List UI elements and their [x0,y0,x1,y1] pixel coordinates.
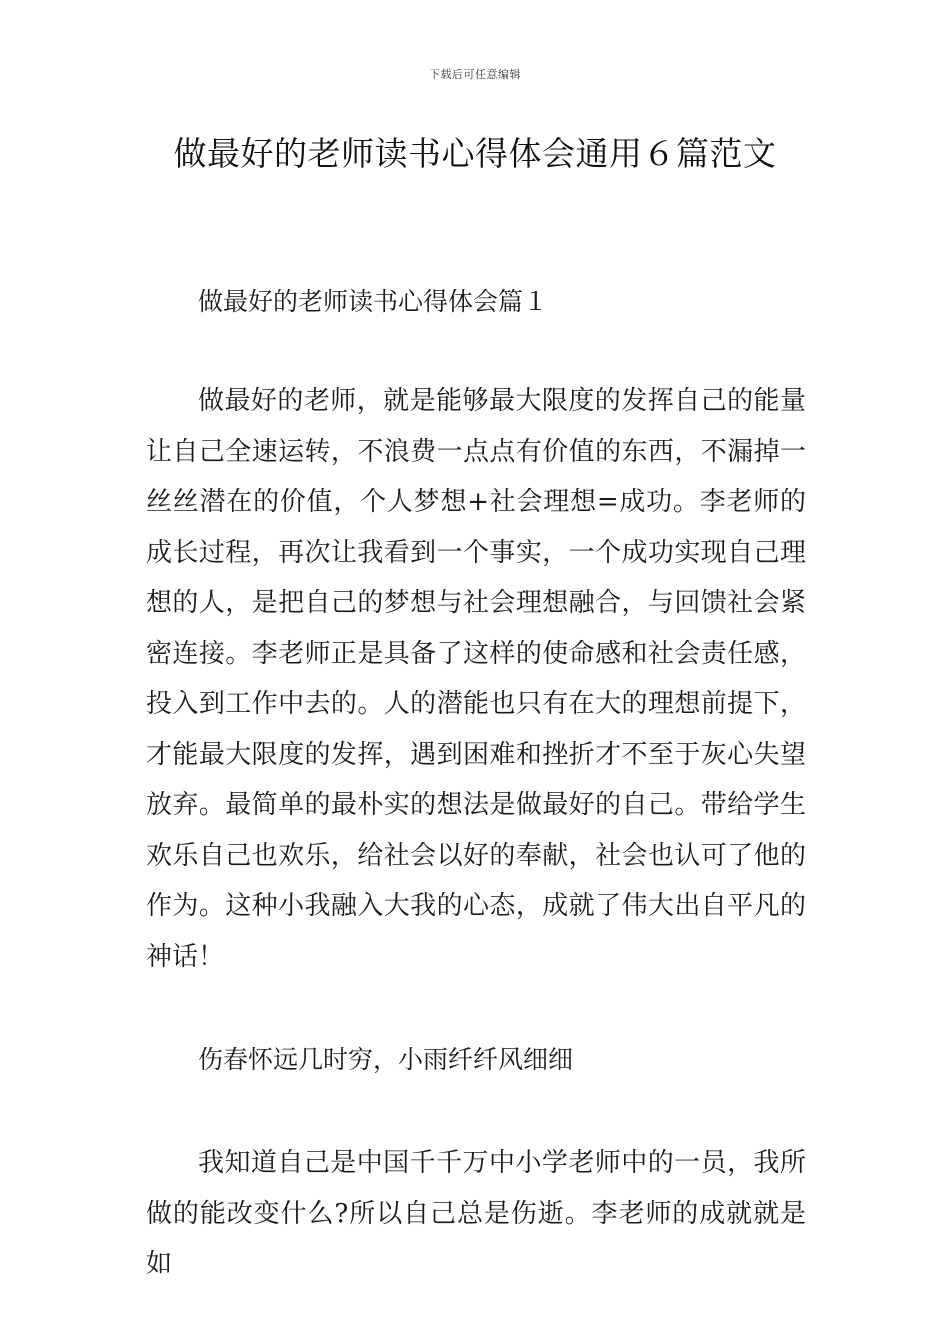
document-body [146,280,806,1290]
spacer [146,1082,806,1138]
spacer [146,324,806,376]
spacer [146,982,806,1038]
document-title: 做最好的老师读书心得体会通用６篇范文 [173,134,777,173]
header-note: 下载后可任意编辑 [429,68,521,81]
section-heading-2: 伤春怀远几时穷，小雨纤纤风细细 [198,1045,574,1074]
section-paragraph-1: 做最好的老师，就是能够最大限度的发挥自己的能量让自己全速运转，不浪费一点点有价值的东西，不漏掉一丝丝潜在的价值，个人梦想+社会理想=成功。李老师的成长过程，再次让我看到一个事实，一个成功实现自己理想的人，是把自己的梦想与社会理想融合，与回馈社会紧密连接。李老师正是具备了这样的使命感和社会责任感，投入到工作中去的。人的潜能也只有在大的理想前提下，才能最大限度的发挥，遇到困难和挫折才不至于灰心失望放弃。最简单的最朴实的想法是做最好的自己。带给学生欢乐自己也欢乐，给社会以好的奉献，社会也认可了他的作为。这种小我融入大我的心态，成就了伟大出自平凡的神话！ [146,386,806,972]
section-paragraph-2: 我知道自己是中国千千万中小学老师中的一员，我所做的能改变什么?所以自己总是伤逝。李老师的成就就是如 [146,1148,806,1279]
section-heading-1: 做最好的老师读书心得体会篇１ [198,287,549,316]
